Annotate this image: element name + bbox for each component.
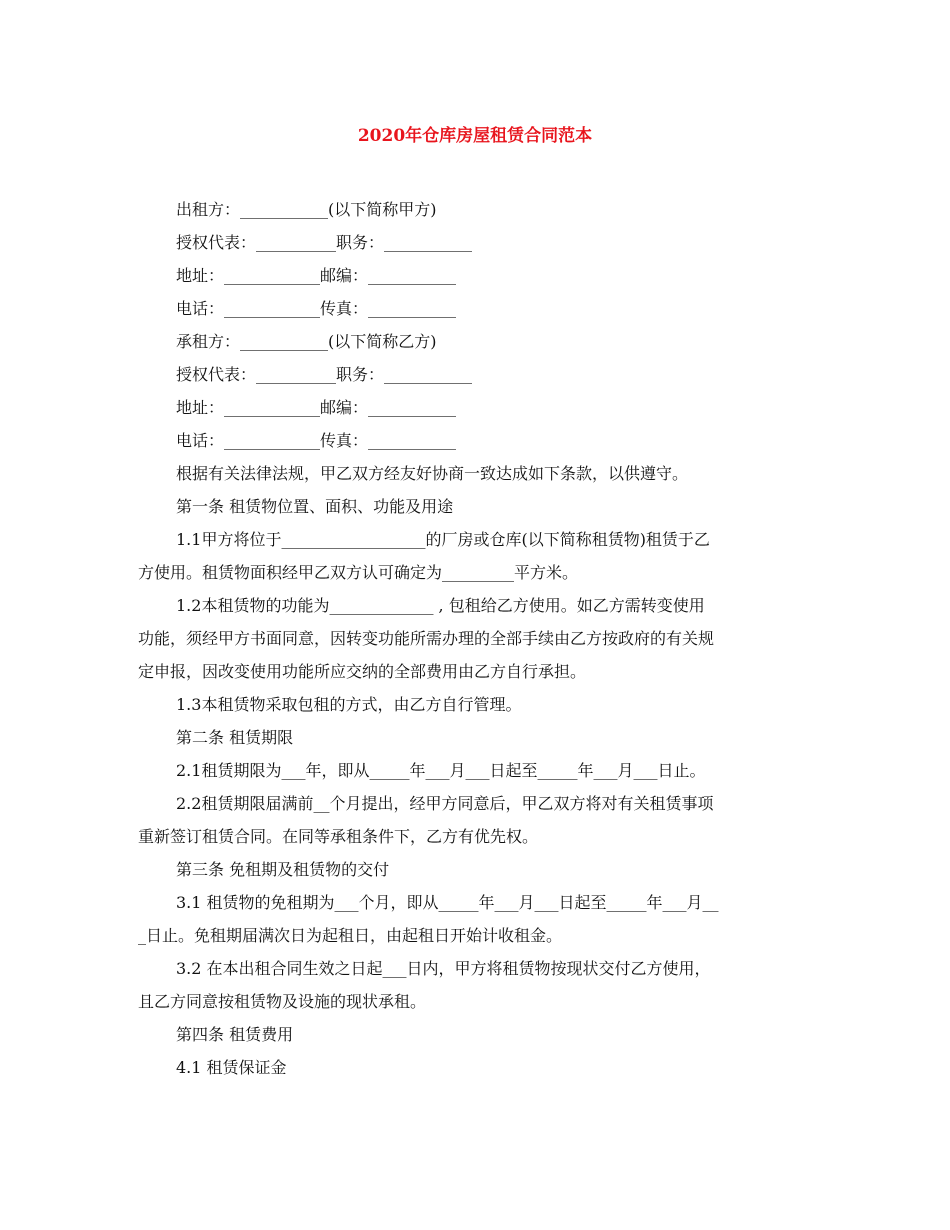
article-2-heading: 第二条 租赁期限 [176, 728, 294, 747]
article-3-heading: 第三条 免租期及租赁物的交付 [176, 860, 390, 879]
clause-3-1-line-1: 3.1 租赁物的免租期为___个月，即从_____年___月___日起至_____年___月__ [176, 893, 719, 912]
line-lessee-representative: 授权代表：__________职务：___________ [176, 365, 473, 384]
line-lessor: 出租方：___________(以下简称甲方) [176, 200, 437, 219]
clause-1-1-line-2: 方使用。租赁物面积经甲乙双方认可确定为_________平方米。 [138, 563, 579, 582]
clause-3-2-line-1: 3.2 在本出租合同生效之日起___日内，甲方将租赁物按现状交付乙方使用， [176, 959, 711, 978]
contract-body [138, 193, 818, 1084]
clause-1-2-line-2: 功能，须经甲方书面同意，因转变功能所需办理的全部手续由乙方按政府的有关规 [138, 629, 715, 648]
line-lessor-address: 地址：____________邮编：___________ [176, 266, 457, 285]
clause-1-1-line-1: 1.1甲方将位于__________________的厂房或仓库(以下简称租赁物)租赁于乙 [176, 530, 710, 549]
line-lessor-phone: 电话：____________传真：___________ [176, 299, 457, 318]
line-lessee-address: 地址：____________邮编：___________ [176, 398, 457, 417]
clause-1-2-line-1: 1.2本租赁物的功能为_____________ , 包租给乙方使用。如乙方需转变使用 [176, 596, 705, 615]
line-lessor-representative: 授权代表：__________职务：___________ [176, 233, 473, 252]
clause-2-2-line-1: 2.2租赁期限届满前__个月提出，经甲方同意后，甲乙双方将对有关租赁事项 [176, 794, 714, 813]
clause-1-3: 1.3本租赁物采取包租的方式，由乙方自行管理。 [176, 695, 522, 714]
clause-3-1-line-2: _日止。免租期届满次日为起租日，由起租日开始计收租金。 [138, 926, 563, 945]
article-1-heading: 第一条 租赁物位置、面积、功能及用途 [176, 497, 454, 516]
clause-2-1: 2.1租赁期限为___年，即从_____年___月___日起至_____年___月___日止。 [176, 761, 706, 780]
clause-4-1: 4.1 租赁保证金 [176, 1058, 287, 1077]
line-lessee: 承租方：___________(以下简称乙方) [176, 332, 437, 351]
line-lessee-phone: 电话：____________传真：___________ [176, 431, 457, 450]
clause-2-2-line-2: 重新签订租赁合同。在同等承租条件下，乙方有优先权。 [138, 827, 539, 846]
line-preamble: 根据有关法律法规，甲乙双方经友好协商一致达成如下条款，以供遵守。 [176, 464, 689, 483]
document-title: 2020年仓库房屋租赁合同范本 [357, 126, 593, 146]
article-4-heading: 第四条 租赁费用 [176, 1025, 294, 1044]
clause-3-2-line-2: 且乙方同意按租赁物及设施的现状承租。 [138, 992, 427, 1011]
clause-1-2-line-3: 定申报，因改变使用功能所应交纳的全部费用由乙方自行承担。 [138, 662, 587, 681]
